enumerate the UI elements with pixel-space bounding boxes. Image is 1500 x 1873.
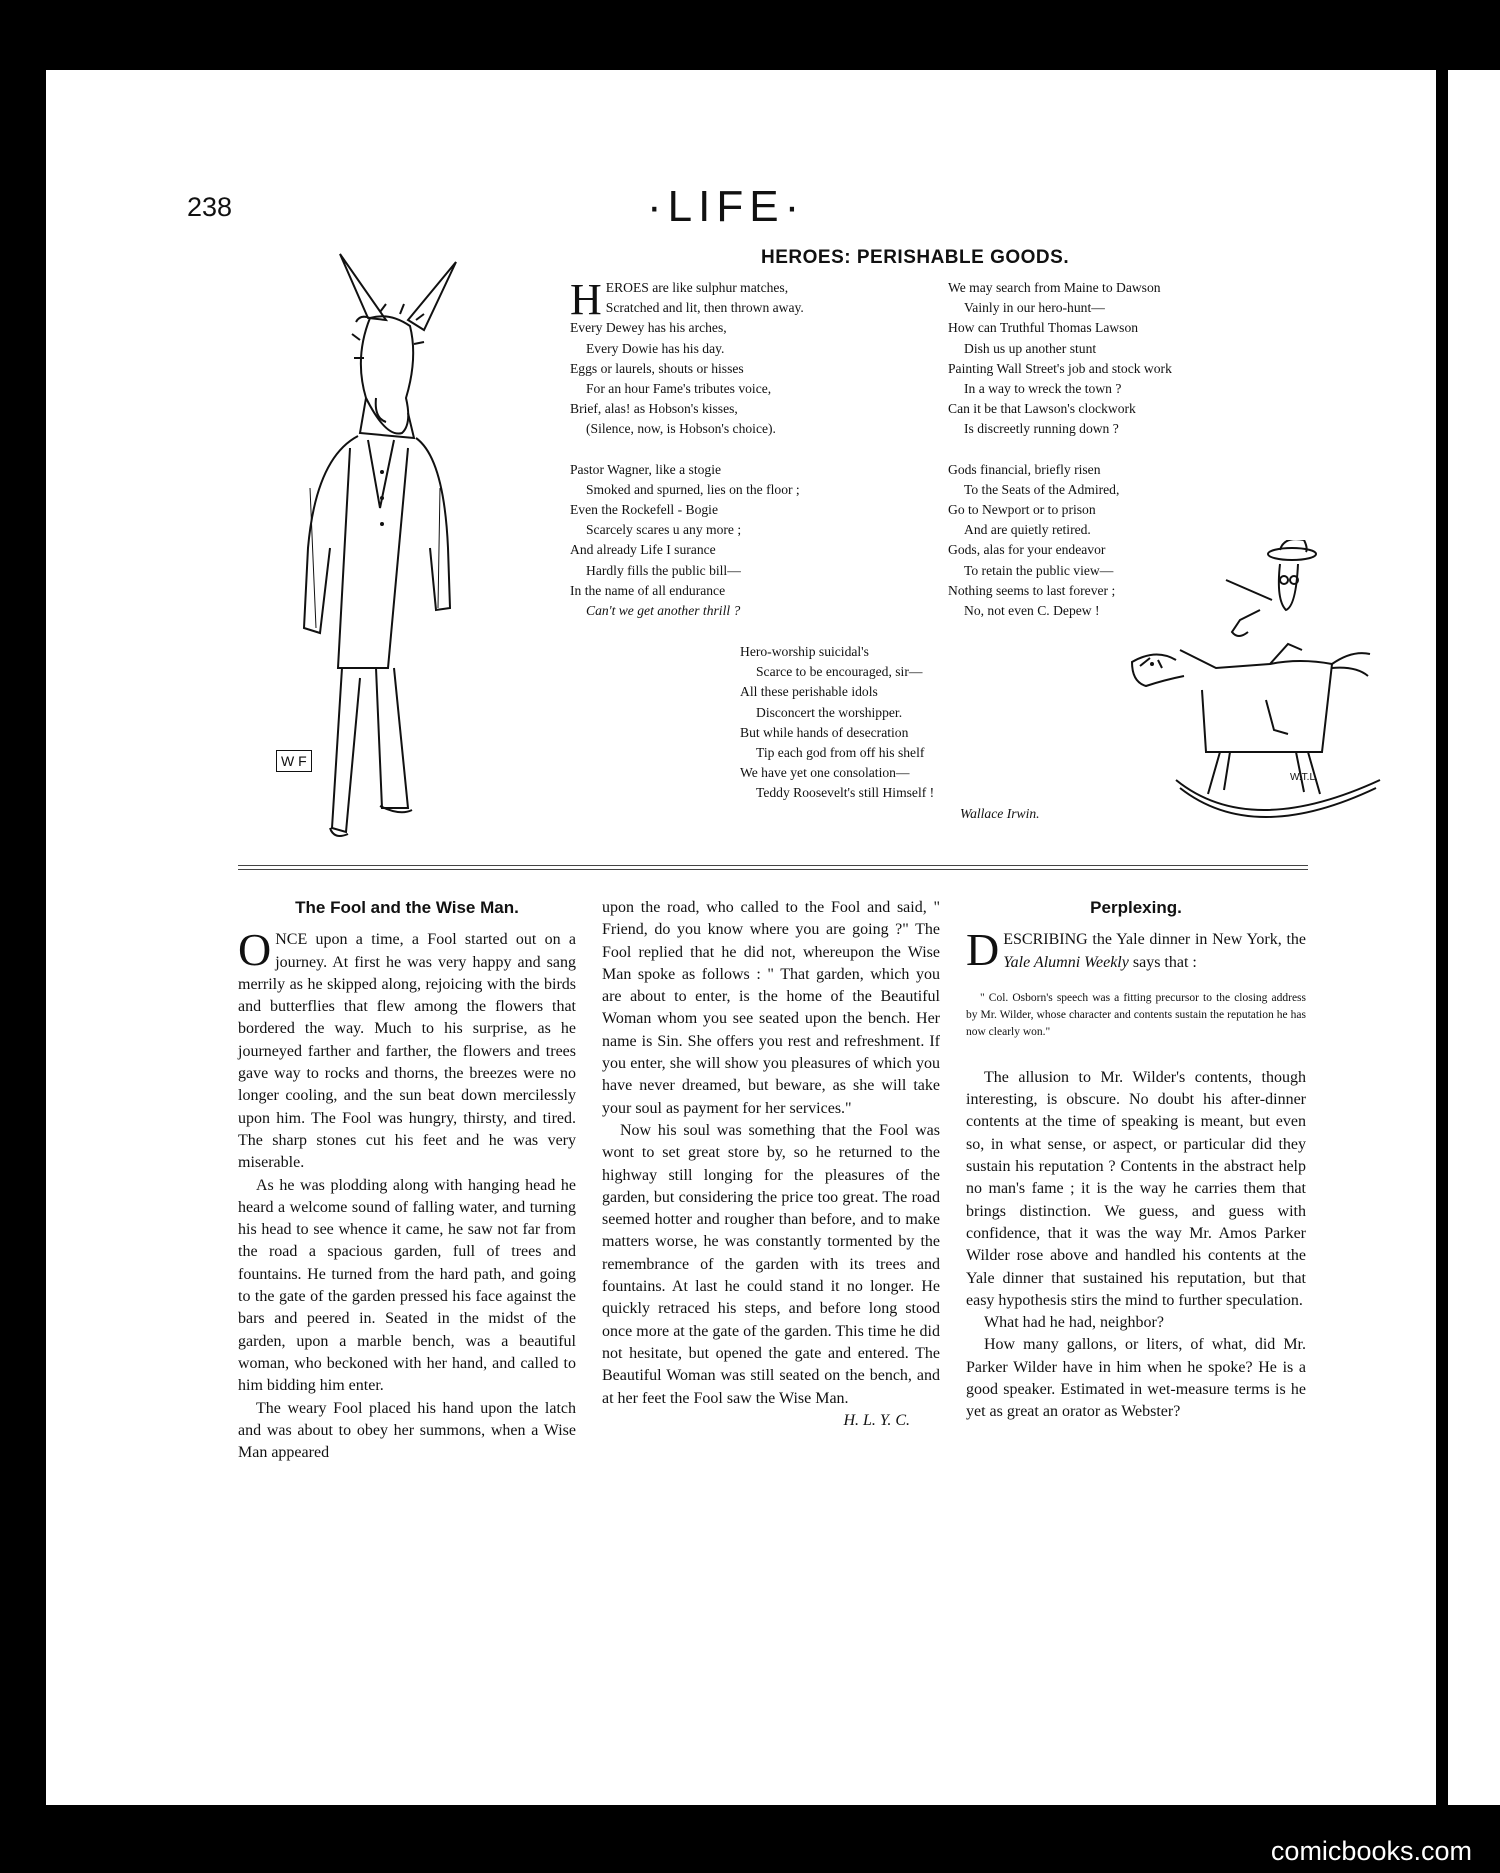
poem-line: Gods, alas for your endeavor (948, 542, 1106, 558)
article-signature: H. L. Y. C. (843, 1411, 910, 1429)
quoted-passage: " Col. Osborn's speech was a fitting precursor to the closing address by Mr. Wilder, whose character and contents sustain the reputation he has now clearly won." (966, 991, 1306, 1038)
poem-line: Brief, alas! as Hobson's kisses, (570, 401, 738, 417)
page-header (187, 182, 1307, 240)
poem-line: (Silence, now, is Hobson's choice). (586, 421, 776, 437)
poem-line: EROES are like sulphur matches, (605, 280, 789, 295)
rocking-horse-illustration (1120, 540, 1400, 830)
page-number: 238 (187, 192, 233, 222)
poem-line: Scratched and lit, then thrown away. (605, 300, 804, 316)
article-paragraph: As he was plodding along with hanging head he heard a welcome sound of falling water, and turning his head to see whence it came, he saw not far from the road a spacious garden, full of trees and fountains. He turned from the hard path, and going to the gate of the garden pressed his face against the bars and peered in. Seated in the midst of the garden, upon a marble bench, was a beautiful woman, who beckoned with her hand, and called to him bidding him enter. (238, 1176, 576, 1395)
poem-line: Go to Newport or to prison (948, 502, 1096, 518)
poem-line: Teddy Roosevelt's still Himself ! (756, 785, 935, 801)
poem-line: And are quietly retired. (964, 522, 1091, 538)
article-paragraph: What had he had, neighbor? (984, 1314, 1164, 1332)
poem-column-1 (570, 275, 900, 621)
horse-artist-monogram: W.T.L. (1290, 772, 1318, 783)
poem-line: Disconcert the worshipper. (756, 704, 903, 720)
poem-line: To the Seats of the Admired, (964, 481, 1120, 497)
article-dropcap: D (966, 924, 1000, 976)
article-paragraph: The weary Fool placed his hand upon the latch and was about to obey her summons, when a Wise Man appeared (238, 1399, 576, 1462)
poem-line: All these perishable idols (740, 684, 878, 700)
poem-line: Painting Wall Street's job and stock work (948, 360, 1172, 376)
poem-dropcap: H (570, 275, 602, 324)
article-paragraph: upon the road, who called to the Fool and said, " Friend, do you know where you are going ?" The Fool replied that he did not, whereupon the Wise Man spoke as follows : " That garden, which you are about to enter, is the home of the Beautiful Woman whom you see seated upon the bench. Her name is Sin. She offers you rest and refreshment. If you enter, she will show you pleasures of which you have never dreamed, but beware, as she will take your soul as payment for her services." (602, 899, 940, 1117)
poem-line: For an hour Fame's tributes voice, (586, 381, 772, 397)
poem-line: Eggs or laurels, shouts or hisses (570, 360, 744, 376)
article-perplexing-column (966, 897, 1306, 1424)
poem-line: Pastor Wagner, like a stogie (570, 461, 722, 477)
poem-line: No, not even C. Depew ! (964, 603, 1100, 619)
article-paragraph: Now his soul was something that the Fool was wont to set great store by, so he returned to the highway still longing for the pleasures of the garden, but considering the price too great. The road seemed hotter and rougher than before, and to make matters worse, he was constantly tormented by the remembrance of the garden with its trees and fountains. At last he could stand it no longer. He quickly retraced his steps, and before long stood once more at the gate of the garden. This time he did not hesitate, but opened the gate and entered. The Beautiful Woman was still seated on the bench, and at her feet the Fool saw the Wise Man. (602, 1121, 940, 1407)
poem-line: Dish us up another stunt (964, 340, 1097, 356)
article-title: Perplexing. (1090, 898, 1182, 917)
poem-line: Even the Rockefell - Bogie (570, 502, 718, 518)
paragraph-text: ESCRIBING the Yale dinner in New York, the (1003, 931, 1306, 949)
article-paragraph (238, 924, 576, 1174)
poem-line: But while hands of desecration (740, 724, 909, 740)
poem-line: Smoked and spurned, lies on the floor ; (586, 481, 800, 497)
poem-line: Is discreetly running down ? (964, 421, 1119, 437)
poem-line: Hardly fills the public bill— (586, 562, 741, 578)
article-paragraph: How many gallons, or liters, of what, did Mr. Parker Wilder have in him when he spoke? He is a good speaker. Estimated in wet-measure terms is he yet as great an orator as Webster? (966, 1336, 1306, 1421)
poem-line: Every Dowie has his day. (586, 340, 725, 356)
publication-name: Yale Alumni Weekly (1003, 953, 1129, 971)
adjacent-page-edge (1448, 70, 1500, 1805)
donkey-gentleman-illustration (290, 248, 510, 838)
poem-line: Can it be that Lawson's clockwork (948, 401, 1136, 417)
poem-line: Nothing seems to last forever ; (948, 582, 1116, 598)
poem-line: In a way to wreck the town ? (964, 381, 1122, 397)
poem-line: To retain the public view— (964, 562, 1114, 578)
poem-title: HEROES: PERISHABLE GOODS. (761, 247, 1070, 268)
poem-line: In the name of all endurance (570, 582, 726, 598)
poem-line: Scarcely scares u any more ; (586, 522, 742, 538)
poem-line: We may search from Maine to Dawson (948, 280, 1161, 295)
article-paragraph: The allusion to Mr. Wilder's contents, though interesting, is obscure. No doubt his after-dinner contents at the time of speaking is meant, but even so, in what sense, or aspect, or particular did they sustain his reputation ? Contents in the abstract help no man's fame ; it is the way he carries them that brings distinction. We guess, and guess with confidence, that it was the way Mr. Amos Parker Wilder rose above and handled his contents at the Yale dinner that sustained his reputation, but that easy hypothesis stirs the mind to further speculation. (966, 1068, 1306, 1309)
poem-line: Gods financial, briefly risen (948, 461, 1101, 477)
article-fool-column-2 (602, 897, 940, 1432)
poem-column-3 (740, 642, 1100, 824)
paragraph-text: says that : (1128, 953, 1197, 971)
poem-line: Every Dewey has his arches, (570, 320, 727, 336)
paragraph-text: NCE upon a time, a Fool started out on a journey. At first he was very happy and sang merrily as he skipped along, rejoicing with the birds and butterflies that flew among the flowers that bordered the way. Much to his surprise, as he journeyed farther and farther, the flowers and trees gave way to rocks and thorns, the breezes were no longer cooling, and the sun beat down mercilessly upon him. The Fool was hungry, thirsty, and tired. The sharp stones cut his feet and he was very miserable. (238, 931, 576, 1172)
poem-line: Tip each god from off his shelf (756, 745, 925, 761)
poem-line: And already Life I surance (570, 542, 716, 558)
site-watermark: comicbooks.com (1270, 1836, 1472, 1866)
donkey-artist-monogram: W F (276, 750, 312, 772)
article-dropcap: O (238, 924, 272, 976)
poem-author: Wallace Irwin. (960, 805, 1040, 821)
poem-line: Hero-worship suicidal's (740, 644, 869, 659)
poem-line: We have yet one consolation— (740, 765, 910, 781)
magazine-title: ·LIFE· (647, 182, 806, 231)
article-fool-column-1 (238, 897, 576, 1464)
poem-line: How can Truthful Thomas Lawson (948, 320, 1139, 336)
article-paragraph (966, 924, 1306, 976)
poem-line: Can't we get another thrill ? (586, 603, 741, 619)
article-title: The Fool and the Wise Man. (295, 898, 519, 917)
poem-line: Scarce to be encouraged, sir— (756, 664, 923, 680)
poem-line: Vainly in our hero-hunt— (964, 300, 1105, 316)
section-divider (238, 865, 1308, 870)
